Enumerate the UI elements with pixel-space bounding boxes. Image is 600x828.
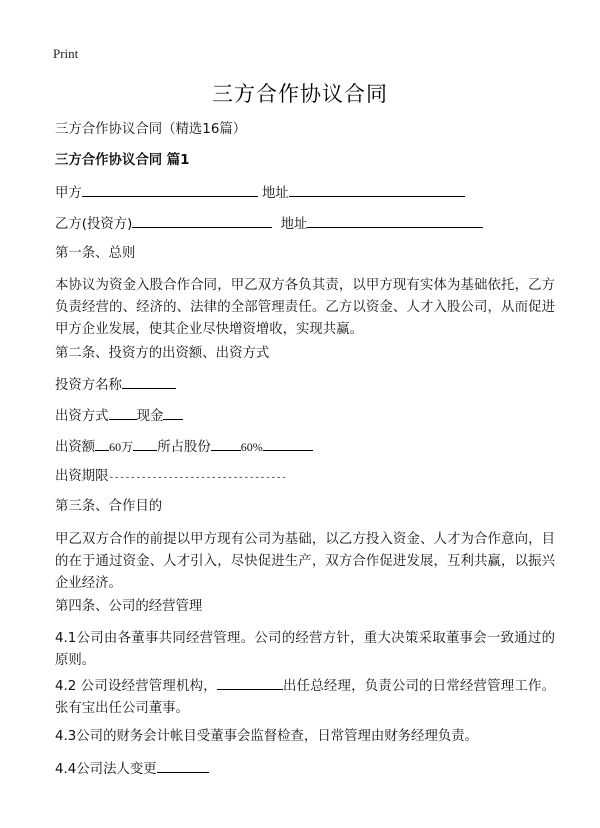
- party-b-address-blank: [307, 213, 483, 228]
- clause-4-4: 4.4公司法人变更: [55, 762, 157, 777]
- section-heading: 三方合作协议合同 篇1: [55, 153, 190, 168]
- clause-4-2-blank: [217, 675, 283, 690]
- contribution-method-row: [55, 405, 183, 427]
- party-b-label: 乙方(投资方): [55, 217, 133, 232]
- investor-name-row: [55, 374, 176, 396]
- document-subtitle: 三方合作协议合同（精选16篇）: [55, 122, 247, 137]
- share-value: 60%: [240, 440, 263, 454]
- clause-4-4-row: [55, 758, 209, 780]
- party-b-blank: [132, 213, 272, 228]
- party-a-row: [55, 182, 465, 204]
- party-a-address-label: 地址: [262, 186, 289, 201]
- contribution-method-blank-1: [109, 405, 137, 420]
- clause-4-2-suffix: 出任总经理，负责公司的日常经营管理工作。张有宝出任公司董事。: [55, 679, 555, 716]
- share-blank-1: [211, 436, 241, 451]
- investor-name-label: 投资方名称: [55, 378, 122, 393]
- print-link[interactable]: Print: [53, 46, 79, 61]
- article-1-body: 本协议为资金入股合作合同，甲乙双方各负其责，以甲方现有实体为基础依托，乙方负责经营的、经济的、法律的全部管理责任。乙方以资金、人才入股公司，从而促进甲方企业发展，使其企业尽快增资增收，实现共赢。: [55, 278, 555, 337]
- article-3-body: 甲乙双方合作的前提以甲方现有公司为基础，以乙方投入资金、人才为合作意向，目的在于通过资金、人才引入，尽快促进生产，双方合作促进发展，互利共赢，以振兴企业经济。: [55, 532, 555, 591]
- investor-name-blank: [122, 374, 176, 389]
- article-2-title: 第二条、投资方的出资额、出资方式: [55, 346, 270, 361]
- party-a-label: 甲方: [55, 186, 82, 201]
- clause-4-3: 4.3公司的财务会计帐目受董事会监督检查，日常管理由财务经理负责。: [55, 729, 479, 744]
- party-b-row: [55, 213, 483, 235]
- contribution-method-label: 出资方式: [55, 409, 109, 424]
- share-label: 所占股份: [157, 440, 211, 455]
- clause-4-4-blank: [157, 758, 209, 773]
- share-blank-2: [263, 436, 313, 451]
- party-a-blank: [82, 182, 258, 197]
- contribution-amount-blank-2: [133, 436, 157, 451]
- contribution-period-label: 出资期限: [55, 469, 109, 484]
- party-a-address-blank: [289, 182, 465, 197]
- article-1-title: 第一条、总则: [55, 246, 136, 261]
- contribution-period-row: [55, 467, 287, 488]
- contribution-method-value: 现金: [136, 409, 164, 424]
- contribution-amount-blank-1: [95, 436, 109, 451]
- party-b-address-label: 地址: [280, 217, 308, 232]
- article-4-title: 第四条、公司的经营管理: [55, 599, 203, 614]
- clause-4-1: 4.1公司由各董事共同经营管理。公司的经营方针，重大决策采取董事会一致通过的原则。: [55, 631, 555, 668]
- contribution-amount-label: 出资额: [55, 440, 96, 455]
- clause-4-2: [55, 675, 555, 720]
- contribution-period-dashes: ---------------------------------: [108, 473, 287, 483]
- document-title: 三方合作协议合同: [212, 82, 388, 106]
- contribution-method-blank-2: [163, 405, 183, 420]
- contribution-amount-row: [55, 436, 313, 458]
- clause-4-2-prefix: 4.2 公司设经营管理机构，: [55, 679, 217, 694]
- article-3-title: 第三条、合作目的: [55, 499, 163, 514]
- contribution-amount-value: 60万: [109, 440, 134, 454]
